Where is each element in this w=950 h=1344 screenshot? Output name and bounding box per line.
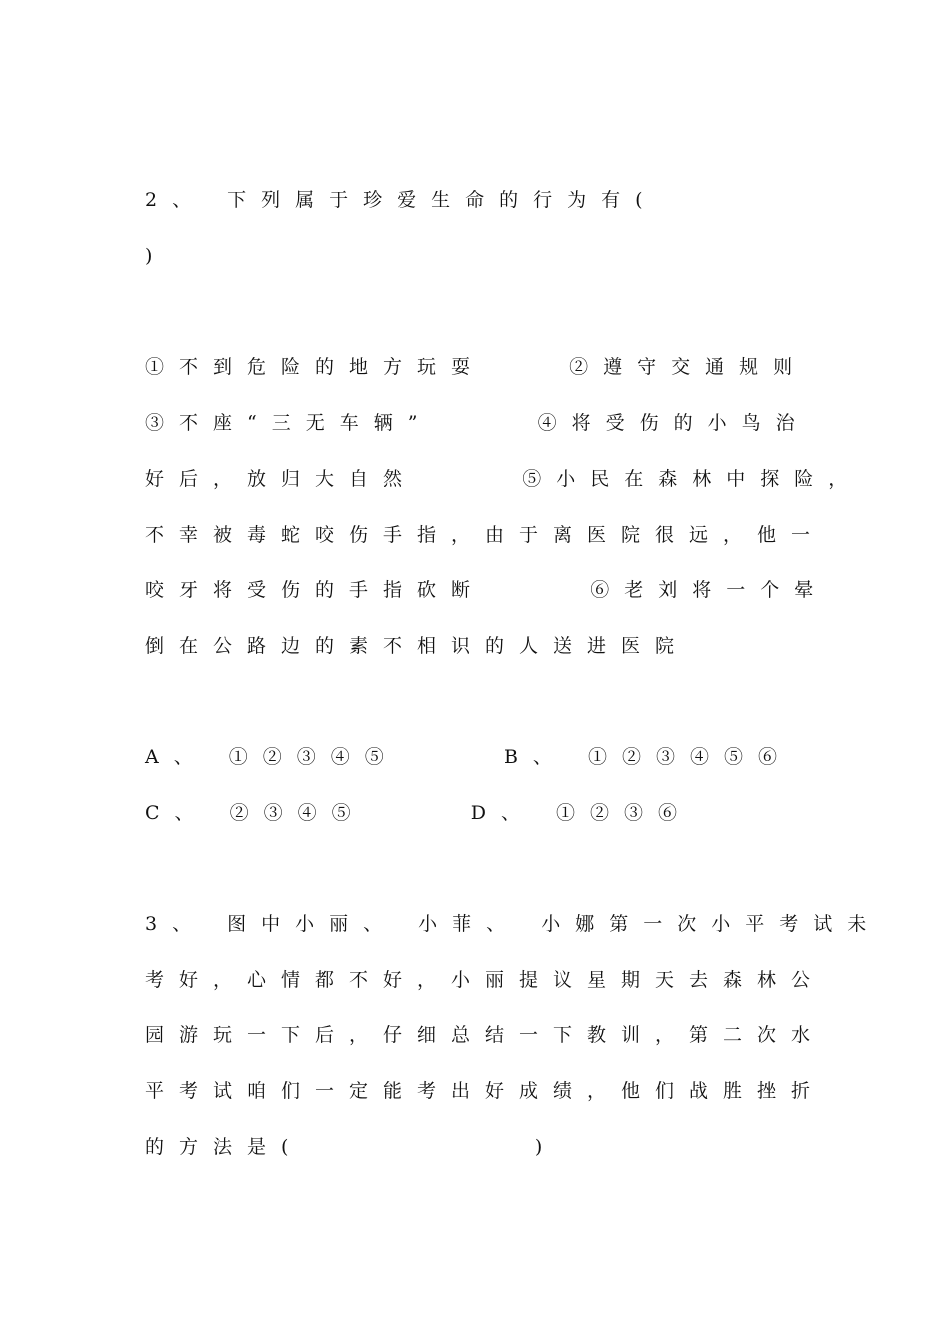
q2-option-line: A、 ①②③④⑤ B、 ①②③④⑤⑥ [145,746,792,768]
q2-stem-line-1: 2、 下列属于珍爱生命的行为有( [145,189,658,211]
q3-line: 平考试咱们一定能考出好成绩，他们战胜挫折 [145,1080,826,1102]
q2-item-line: 咬牙将受伤的手指砍断 ⑥老刘将一个晕 [145,579,829,601]
q3-line: 3、 图中小丽、 小菲、 小娜第一次小平考试未 [145,913,882,935]
q2-stem-line-2: ) [145,245,168,267]
q2-item-line: ③不座“三无车辆” ④将受伤的小鸟治 [145,412,810,434]
q2-item-line: 好后，放归大自然 ⑤小民在森林中探险， [145,468,863,490]
q2-item-line: 不幸被毒蛇咬伤手指，由于离医院很远，他一 [145,524,826,546]
q3-line: 考好，心情都不好，小丽提议星期天去森林公 [145,969,826,991]
q3-line: 的方法是( ) [145,1136,558,1158]
q2-option-line: C、 ②③④⑤ D、 ①②③⑥ [145,802,693,824]
q2-item-line: ①不到危险的地方玩耍 ②遵守交通规则 [145,356,808,378]
q3-line: 园游玩一下后，仔细总结一下教训，第二次水 [145,1024,826,1046]
q2-item-line: 倒在公路边的素不相识的人送进医院 [145,635,690,657]
